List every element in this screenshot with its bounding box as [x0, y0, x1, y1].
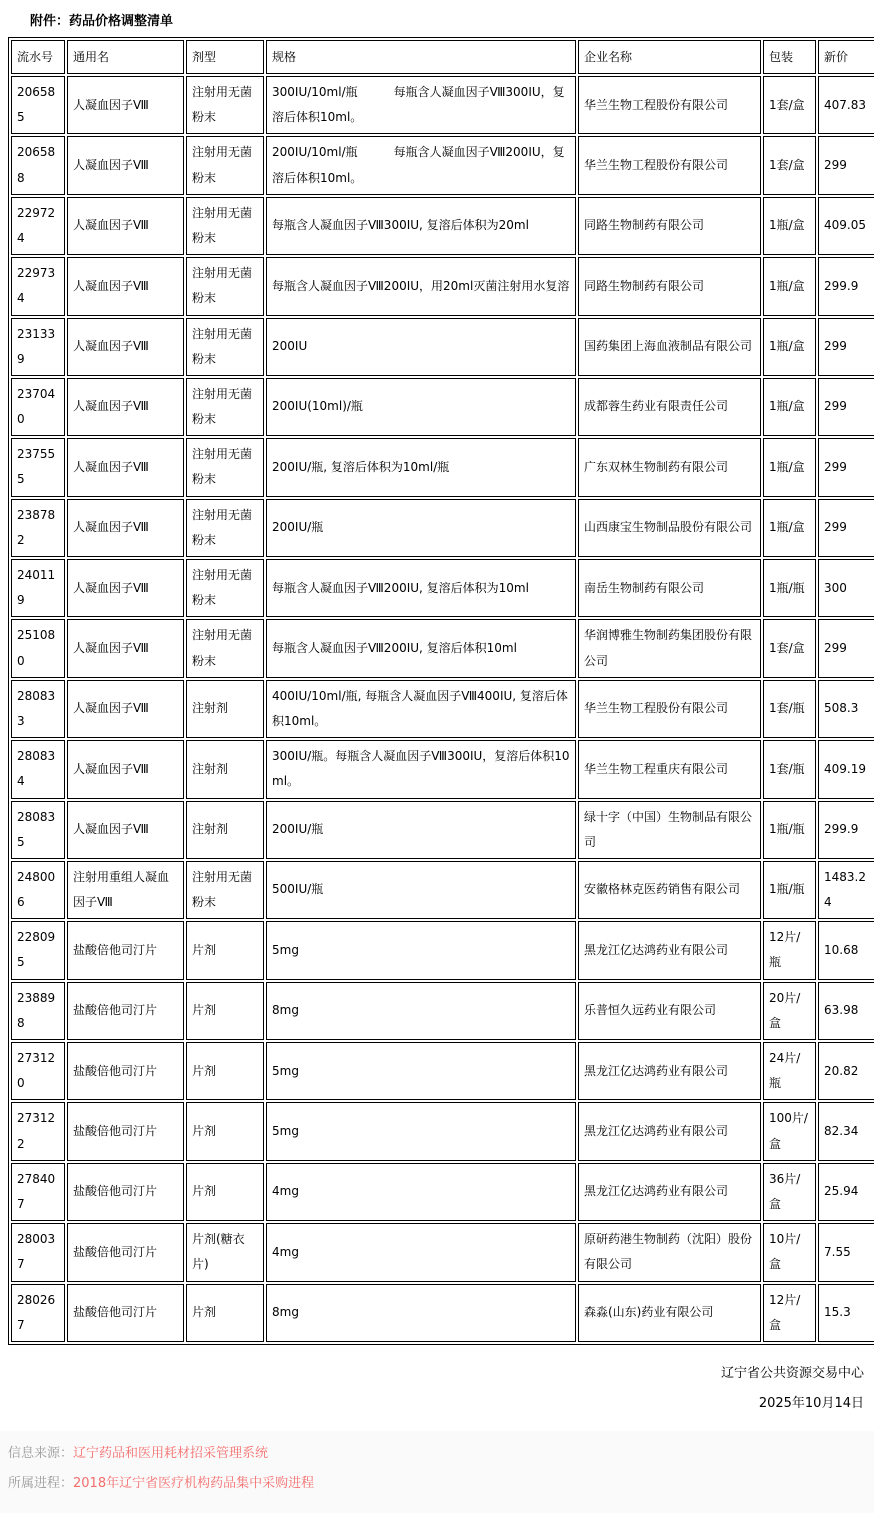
- cell-dosage-form: 注射用无菌粉末: [186, 257, 264, 315]
- cell-spec: 每瓶含人凝血因子Ⅷ300IU, 复溶后体积为20ml: [266, 197, 576, 255]
- cell-dosage-form: 注射用无菌粉末: [186, 76, 264, 134]
- cell-new-price: 299: [818, 318, 874, 376]
- cell-spec: 4mg: [266, 1163, 576, 1221]
- cell-serial: 229724: [11, 197, 65, 255]
- cell-company: 华兰生物工程重庆有限公司: [578, 740, 761, 798]
- cell-company: 绿十字（中国）生物制品有限公司: [578, 801, 761, 859]
- cell-packaging: 1瓶/盒: [763, 438, 816, 496]
- cell-spec: 500IU/瓶: [266, 861, 576, 919]
- cell-packaging: 10片/盒: [763, 1223, 816, 1281]
- info-source-label: 信息来源：: [8, 1445, 74, 1461]
- cell-company: 广东双林生物制药有限公司: [578, 438, 761, 496]
- cell-new-price: 299: [818, 136, 874, 194]
- table-row: [11, 559, 874, 617]
- cell-serial: 228095: [11, 921, 65, 979]
- cell-serial: 280833: [11, 680, 65, 738]
- column-header-spec: 规格: [266, 40, 576, 74]
- info-source-link[interactable]: 辽宁药品和医用耗材招采管理系统: [73, 1445, 269, 1461]
- cell-new-price: 63.98: [818, 982, 874, 1040]
- cell-dosage-form: 注射用无菌粉末: [186, 619, 264, 677]
- cell-spec: 每瓶含人凝血因子Ⅷ200IU, 复溶后体积为10ml: [266, 559, 576, 617]
- cell-new-price: 299: [818, 378, 874, 436]
- cell-company: 黑龙江亿达鸿药业有限公司: [578, 1042, 761, 1100]
- table-row: [11, 1223, 874, 1281]
- cell-new-price: 299.9: [818, 801, 874, 859]
- cell-dosage-form: 片剂: [186, 1284, 264, 1342]
- cell-spec: 5mg: [266, 1102, 576, 1160]
- cell-generic-name: 注射用重组人凝血因子Ⅷ: [67, 861, 184, 919]
- table-row: [11, 982, 874, 1040]
- cell-company: 安徽格林克医药销售有限公司: [578, 861, 761, 919]
- cell-new-price: 299: [818, 438, 874, 496]
- cell-dosage-form: 注射用无菌粉末: [186, 136, 264, 194]
- column-header-packaging: 包装: [763, 40, 816, 74]
- cell-spec: 300IU/瓶。每瓶含人凝血因子Ⅷ300IU，复溶后体积10ml。: [266, 740, 576, 798]
- cell-new-price: 10.68: [818, 921, 874, 979]
- issue-date: 2025年10月14日: [758, 1395, 864, 1411]
- column-header-new-price: 新价: [818, 40, 874, 74]
- table-row: [11, 680, 874, 738]
- table-row: [11, 801, 874, 859]
- column-header-dosage-form: 剂型: [186, 40, 264, 74]
- cell-new-price: 407.83: [818, 76, 874, 134]
- cell-packaging: 1套/盒: [763, 76, 816, 134]
- cell-serial: 248006: [11, 861, 65, 919]
- cell-generic-name: 人凝血因子Ⅷ: [67, 499, 184, 557]
- cell-spec: 200IU/瓶, 复溶后体积为10ml/瓶: [266, 438, 576, 496]
- cell-packaging: 1瓶/盒: [763, 378, 816, 436]
- cell-company: 同路生物制药有限公司: [578, 257, 761, 315]
- table-row: [11, 921, 874, 979]
- signature-block: [0, 1359, 874, 1419]
- cell-generic-name: 盐酸倍他司汀片: [67, 1284, 184, 1342]
- cell-packaging: 1瓶/瓶: [763, 559, 816, 617]
- table-row: [11, 318, 874, 376]
- cell-packaging: 1瓶/瓶: [763, 861, 816, 919]
- cell-dosage-form: 片剂: [186, 982, 264, 1040]
- cell-company: 黑龙江亿达鸿药业有限公司: [578, 1163, 761, 1221]
- table-row: [11, 257, 874, 315]
- cell-packaging: 20片/盒: [763, 982, 816, 1040]
- cell-spec: 200IU/瓶: [266, 499, 576, 557]
- table-row: [11, 1102, 874, 1160]
- cell-serial: 237555: [11, 438, 65, 496]
- cell-dosage-form: 注射剂: [186, 740, 264, 798]
- cell-dosage-form: 注射剂: [186, 801, 264, 859]
- cell-spec: 8mg: [266, 982, 576, 1040]
- cell-company: 华兰生物工程股份有限公司: [578, 76, 761, 134]
- table-row: [11, 1284, 874, 1342]
- cell-spec: 5mg: [266, 921, 576, 979]
- cell-spec: 400IU/10ml/瓶, 每瓶含人凝血因子Ⅷ400IU, 复溶后体积10ml。: [266, 680, 576, 738]
- cell-packaging: 1套/瓶: [763, 740, 816, 798]
- process-link[interactable]: 2018年辽宁省医疗机构药品集中采购进程: [73, 1475, 315, 1491]
- cell-packaging: 1瓶/盒: [763, 499, 816, 557]
- cell-serial: 251080: [11, 619, 65, 677]
- cell-serial: 229734: [11, 257, 65, 315]
- cell-dosage-form: 片剂: [186, 921, 264, 979]
- cell-company: 同路生物制药有限公司: [578, 197, 761, 255]
- cell-generic-name: 人凝血因子Ⅷ: [67, 378, 184, 436]
- cell-generic-name: 人凝血因子Ⅷ: [67, 318, 184, 376]
- cell-dosage-form: 注射用无菌粉末: [186, 378, 264, 436]
- cell-dosage-form: 注射用无菌粉末: [186, 318, 264, 376]
- cell-generic-name: 人凝血因子Ⅷ: [67, 197, 184, 255]
- price-table: [8, 37, 874, 1345]
- cell-packaging: 1瓶/盒: [763, 197, 816, 255]
- table-row: [11, 378, 874, 436]
- cell-generic-name: 人凝血因子Ⅷ: [67, 801, 184, 859]
- cell-generic-name: 盐酸倍他司汀片: [67, 1223, 184, 1281]
- cell-serial: 273120: [11, 1042, 65, 1100]
- issuer-name: 辽宁省公共资源交易中心: [720, 1365, 864, 1381]
- cell-company: 黑龙江亿达鸿药业有限公司: [578, 1102, 761, 1160]
- table-header-row: [11, 40, 874, 74]
- table-row: [11, 861, 874, 919]
- cell-packaging: 12片/盒: [763, 1284, 816, 1342]
- cell-dosage-form: 注射剂: [186, 680, 264, 738]
- cell-company: 森淼(山东)药业有限公司: [578, 1284, 761, 1342]
- cell-new-price: 25.94: [818, 1163, 874, 1221]
- cell-company: 国药集团上海血液制品有限公司: [578, 318, 761, 376]
- table-row: [11, 619, 874, 677]
- cell-generic-name: 盐酸倍他司汀片: [67, 921, 184, 979]
- cell-company: 南岳生物制药有限公司: [578, 559, 761, 617]
- cell-company: 成都蓉生药业有限责任公司: [578, 378, 761, 436]
- cell-serial: 238898: [11, 982, 65, 1040]
- cell-company: 华兰生物工程股份有限公司: [578, 680, 761, 738]
- process-row: [8, 1469, 874, 1499]
- cell-new-price: 299.9: [818, 257, 874, 315]
- cell-serial: 206585: [11, 76, 65, 134]
- cell-new-price: 82.34: [818, 1102, 874, 1160]
- cell-serial: 206588: [11, 136, 65, 194]
- cell-serial: 237040: [11, 378, 65, 436]
- info-source-row: [8, 1439, 874, 1469]
- cell-serial: 280037: [11, 1223, 65, 1281]
- cell-generic-name: 人凝血因子Ⅷ: [67, 76, 184, 134]
- cell-spec: 每瓶含人凝血因子Ⅷ200IU，用20ml灭菌注射用水复溶: [266, 257, 576, 315]
- table-row: [11, 499, 874, 557]
- cell-spec: 每瓶含人凝血因子Ⅷ200IU, 复溶后体积10ml: [266, 619, 576, 677]
- cell-new-price: 508.3: [818, 680, 874, 738]
- cell-packaging: 1瓶/盒: [763, 257, 816, 315]
- cell-spec: 200IU/10ml/瓶 每瓶含人凝血因子Ⅷ200IU，复溶后体积10ml。: [266, 136, 576, 194]
- table-body: [11, 76, 874, 1342]
- cell-company: 华润博雅生物制药集团股份有限公司: [578, 619, 761, 677]
- cell-dosage-form: 注射用无菌粉末: [186, 438, 264, 496]
- cell-dosage-form: 注射用无菌粉末: [186, 559, 264, 617]
- cell-spec: 300IU/10ml/瓶 每瓶含人凝血因子Ⅷ300IU，复溶后体积10ml。: [266, 76, 576, 134]
- cell-dosage-form: 片剂: [186, 1102, 264, 1160]
- cell-generic-name: 人凝血因子Ⅷ: [67, 136, 184, 194]
- cell-spec: 200IU/瓶: [266, 801, 576, 859]
- cell-packaging: 1瓶/瓶: [763, 801, 816, 859]
- cell-serial: 273122: [11, 1102, 65, 1160]
- cell-generic-name: 人凝血因子Ⅷ: [67, 559, 184, 617]
- cell-new-price: 409.19: [818, 740, 874, 798]
- cell-serial: 278407: [11, 1163, 65, 1221]
- cell-generic-name: 人凝血因子Ⅷ: [67, 438, 184, 496]
- cell-generic-name: 盐酸倍他司汀片: [67, 982, 184, 1040]
- cell-serial: 238782: [11, 499, 65, 557]
- cell-dosage-form: 注射用无菌粉末: [186, 197, 264, 255]
- cell-generic-name: 盐酸倍他司汀片: [67, 1042, 184, 1100]
- cell-company: 山西康宝生物制品股份有限公司: [578, 499, 761, 557]
- column-header-serial: 流水号: [11, 40, 65, 74]
- cell-generic-name: 人凝血因子Ⅷ: [67, 257, 184, 315]
- table-row: [11, 76, 874, 134]
- cell-new-price: 299: [818, 619, 874, 677]
- cell-packaging: 24片/瓶: [763, 1042, 816, 1100]
- cell-new-price: 15.3: [818, 1284, 874, 1342]
- cell-generic-name: 人凝血因子Ⅷ: [67, 740, 184, 798]
- table-row: [11, 740, 874, 798]
- cell-new-price: 409.05: [818, 197, 874, 255]
- cell-company: 原研药港生物制药（沈阳）股份有限公司: [578, 1223, 761, 1281]
- cell-dosage-form: 片剂(糖衣片): [186, 1223, 264, 1281]
- cell-packaging: 1套/瓶: [763, 680, 816, 738]
- cell-serial: 231339: [11, 318, 65, 376]
- cell-serial: 280267: [11, 1284, 65, 1342]
- table-row: [11, 438, 874, 496]
- cell-serial: 240119: [11, 559, 65, 617]
- cell-packaging: 1套/盒: [763, 619, 816, 677]
- cell-new-price: 20.82: [818, 1042, 874, 1100]
- cell-generic-name: 盐酸倍他司汀片: [67, 1163, 184, 1221]
- cell-dosage-form: 注射用无菌粉末: [186, 499, 264, 557]
- cell-serial: 280835: [11, 801, 65, 859]
- table-row: [11, 197, 874, 255]
- cell-packaging: 36片/盒: [763, 1163, 816, 1221]
- cell-generic-name: 盐酸倍他司汀片: [67, 1102, 184, 1160]
- cell-spec: 200IU: [266, 318, 576, 376]
- table-row: [11, 136, 874, 194]
- meta-footer: [0, 1431, 874, 1513]
- cell-new-price: 1483.24: [818, 861, 874, 919]
- cell-packaging: 12片/瓶: [763, 921, 816, 979]
- page-title: 附件：药品价格调整清单: [30, 14, 174, 29]
- cell-company: 黑龙江亿达鸿药业有限公司: [578, 921, 761, 979]
- cell-new-price: 300: [818, 559, 874, 617]
- cell-packaging: 100片/盒: [763, 1102, 816, 1160]
- cell-new-price: 299: [818, 499, 874, 557]
- table-row: [11, 1163, 874, 1221]
- cell-spec: 8mg: [266, 1284, 576, 1342]
- cell-packaging: 1瓶/盒: [763, 318, 816, 376]
- cell-spec: 4mg: [266, 1223, 576, 1281]
- column-header-company: 企业名称: [578, 40, 761, 74]
- cell-spec: 5mg: [266, 1042, 576, 1100]
- cell-dosage-form: 片剂: [186, 1042, 264, 1100]
- cell-company: 华兰生物工程股份有限公司: [578, 136, 761, 194]
- cell-dosage-form: 片剂: [186, 1163, 264, 1221]
- column-header-generic-name: 通用名: [67, 40, 184, 74]
- cell-company: 乐普恒久远药业有限公司: [578, 982, 761, 1040]
- cell-dosage-form: 注射用无菌粉末: [186, 861, 264, 919]
- cell-packaging: 1套/盒: [763, 136, 816, 194]
- process-label: 所属进程：: [8, 1475, 74, 1491]
- cell-generic-name: 人凝血因子Ⅷ: [67, 680, 184, 738]
- cell-generic-name: 人凝血因子Ⅷ: [67, 619, 184, 677]
- table-row: [11, 1042, 874, 1100]
- cell-spec: 200IU(10ml)/瓶: [266, 378, 576, 436]
- cell-serial: 280834: [11, 740, 65, 798]
- cell-new-price: 7.55: [818, 1223, 874, 1281]
